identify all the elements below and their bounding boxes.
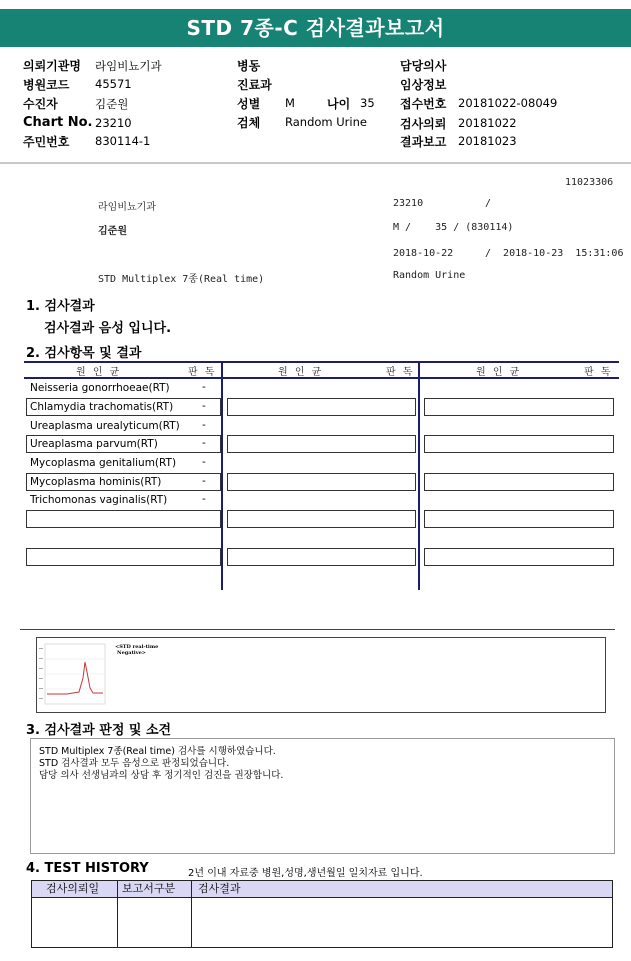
chart-no-label: Chart No.: [23, 115, 93, 130]
report-date-value: 20181023: [458, 134, 517, 148]
row-box: [26, 548, 221, 566]
pathogen-result: -: [202, 437, 206, 449]
report-date-label: 결과보고: [400, 135, 447, 149]
receipt-no-value: 20181022-08049: [458, 96, 558, 110]
pathogen-result: -: [202, 493, 206, 505]
col2-result-header: 판 독: [386, 367, 415, 378]
row-box: [26, 510, 221, 528]
receipt-no-label: 접수번호: [400, 97, 447, 111]
patient-label: 수진자: [23, 97, 58, 111]
pathogen-name: Chlamydia trachomatis(RT): [30, 401, 174, 413]
specimen-value: Random Urine: [285, 115, 367, 129]
request-date-value: 20181022: [458, 116, 517, 130]
row-box: [227, 510, 416, 528]
history-col-divider: [191, 881, 192, 947]
row-box: [424, 548, 614, 566]
age-label: 나이: [327, 97, 351, 111]
detail-chart-slash: /: [485, 198, 492, 209]
detail-hospital: 라임비뇨기과: [98, 202, 156, 213]
pathogen-result: -: [202, 456, 206, 468]
detail-test-name: STD Multiplex 7종(Real time): [98, 274, 265, 285]
hospital-name-label: 의뢰기관명: [23, 59, 81, 73]
header-divider: [0, 162, 631, 164]
pathogen-name: Trichomonas vaginalis(RT): [30, 494, 168, 506]
results-col-divider-2: [418, 361, 420, 590]
row-box: [227, 473, 416, 491]
detail-chart: 23210: [393, 198, 424, 209]
section1-summary: 검사결과 음성 입니다.: [44, 321, 172, 336]
col1-pathogen-header: 원 인 균: [76, 367, 122, 378]
history-table-header: [32, 881, 612, 898]
detail-date-received: 2018-10-22: [393, 248, 454, 259]
detail-sex-age: M / 35 / (830114): [393, 222, 514, 233]
comment-line: 담당 의사 선생님과의 상담 후 정기적인 검진을 권장합니다.: [39, 770, 284, 781]
graph-divider: [20, 629, 615, 630]
pathogen-result: -: [202, 475, 206, 487]
detail-specimen: Random Urine: [393, 270, 466, 281]
row-box: [424, 510, 614, 528]
col1-result-header: 판 독: [188, 367, 217, 378]
history-col-result: 검사결과: [198, 882, 241, 895]
row-box: [424, 435, 614, 453]
history-note: 2년 이내 자료중 병원,성명,생년월일 일치자료 입니다.: [188, 868, 423, 879]
dept-label: 진료과: [237, 78, 272, 92]
row-box: [424, 473, 614, 491]
hospital-name-value: 라임비뇨기과: [95, 59, 162, 73]
ward-label: 병동: [237, 59, 261, 73]
resident-no-value: 830114-1: [95, 134, 151, 148]
row-box: [227, 398, 416, 416]
report-title: STD 7종-C 검사결과보고서: [0, 9, 631, 47]
section2-title: 2. 검사항목 및 결과: [26, 346, 142, 361]
history-col-divider: [117, 881, 118, 947]
pathogen-result: -: [202, 400, 206, 412]
history-col-request-date: 검사의뢰일: [46, 882, 100, 895]
graph-subtitle: Negative>: [117, 650, 146, 656]
row-box: [424, 398, 614, 416]
pathogen-result: -: [202, 381, 206, 393]
detail-patient: 김준원: [98, 226, 127, 237]
pathogen-name: Mycoplasma genitalium(RT): [30, 457, 177, 469]
section3-title: 3. 검사결과 판정 및 소견: [26, 723, 172, 738]
col3-result-header: 판 독: [584, 367, 613, 378]
graph-title: <STD real-time: [115, 644, 159, 650]
detail-date-reported: / 2018-10-23 15:31:06: [485, 248, 624, 259]
hospital-code-value: 45571: [95, 77, 132, 91]
request-date-label: 검사의뢰: [400, 117, 447, 131]
comment-line: STD 검사결과 모두 음성으로 판정되었습니다.: [39, 758, 230, 769]
section1-title: 1. 검사결과: [26, 299, 95, 314]
sex-label: 성별: [237, 97, 261, 111]
age-value: 35: [360, 96, 375, 110]
chart-no-value: 23210: [95, 116, 132, 130]
specimen-label: 검체: [237, 116, 261, 130]
history-col-report-type: 보고서구분: [122, 882, 176, 895]
col2-pathogen-header: 원 인 균: [278, 367, 324, 378]
doctor-label: 담당의사: [400, 59, 447, 73]
comment-box: [30, 738, 615, 854]
sex-value: M: [285, 96, 295, 110]
pathogen-name: Ureaplasma parvum(RT): [30, 438, 158, 450]
pathogen-name: Ureaplasma urealyticum(RT): [30, 420, 180, 432]
resident-no-label: 주민번호: [23, 135, 70, 149]
pathogen-name: Neisseria gonorrhoeae(RT): [30, 382, 170, 394]
results-col-divider-1: [221, 361, 223, 590]
clinical-info-label: 임상정보: [400, 78, 447, 92]
hospital-code-label: 병원코드: [23, 78, 70, 92]
section4-title: 4. TEST HISTORY: [26, 861, 149, 876]
comment-line: STD Multiplex 7종(Real time) 검사를 시행하였습니다.: [39, 746, 276, 757]
pathogen-result: -: [202, 419, 206, 431]
row-box: [227, 548, 416, 566]
pcr-graph-panel: [36, 637, 606, 713]
col3-pathogen-header: 원 인 균: [476, 367, 522, 378]
pathogen-name: Mycoplasma hominis(RT): [30, 476, 162, 488]
patient-value: 김준원: [95, 97, 129, 111]
report-id: 11023306: [565, 177, 614, 188]
history-table: [31, 880, 613, 948]
row-box: [227, 435, 416, 453]
